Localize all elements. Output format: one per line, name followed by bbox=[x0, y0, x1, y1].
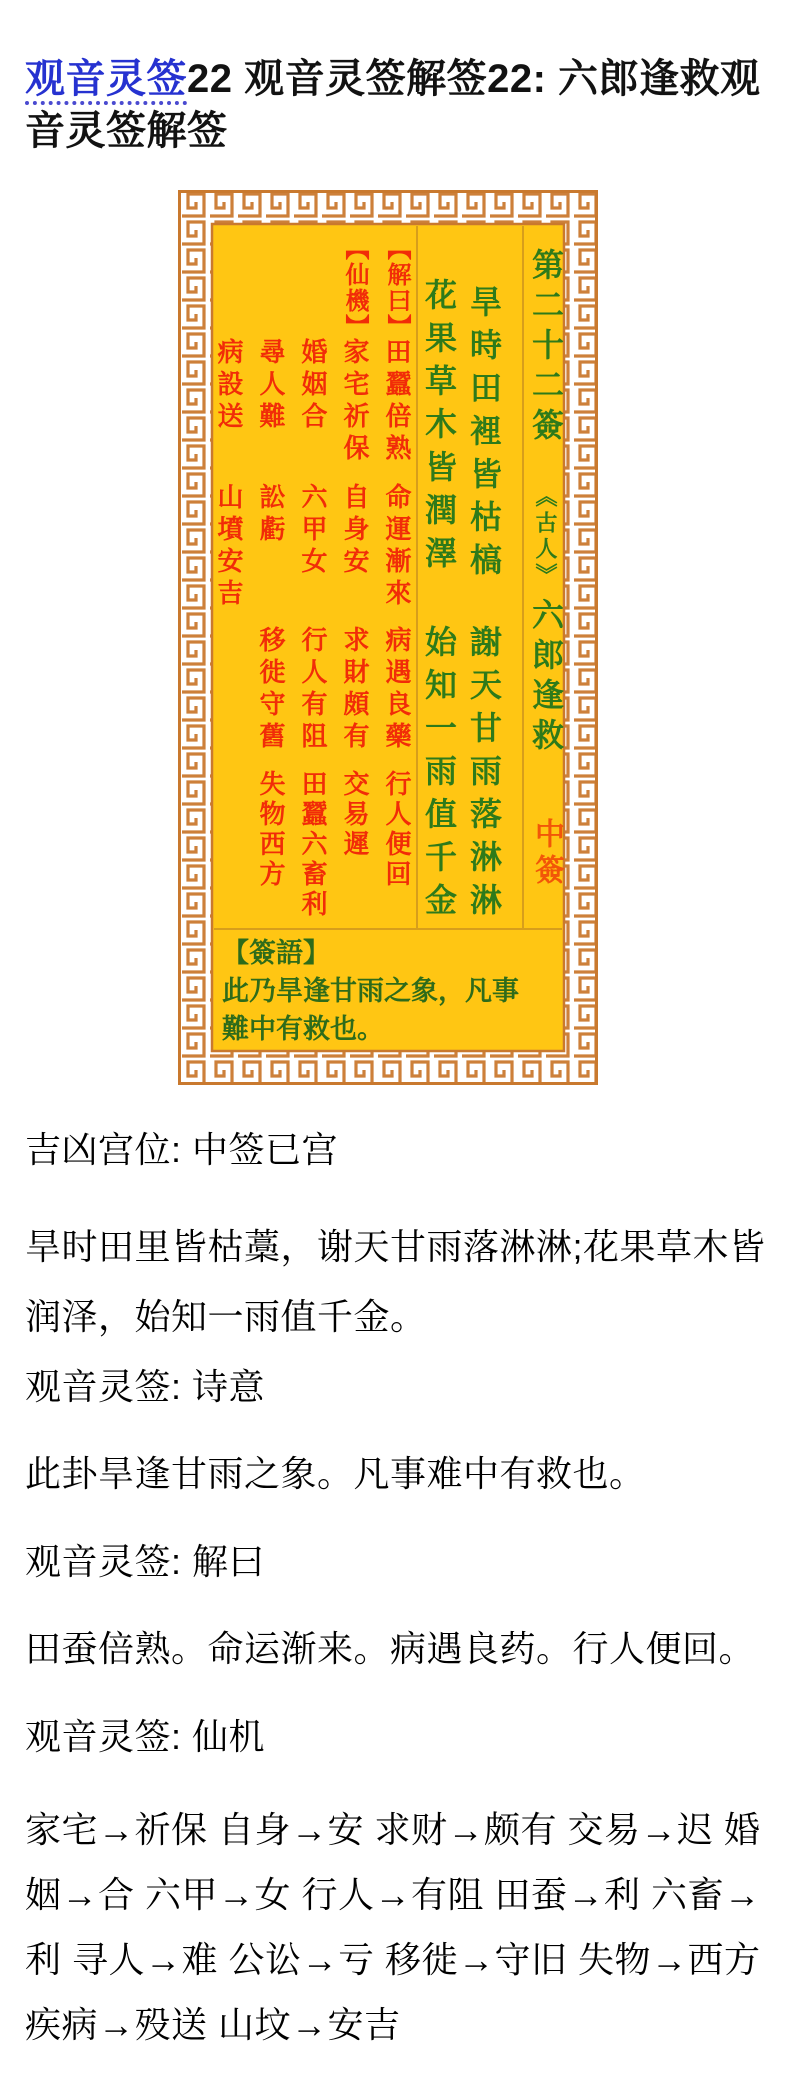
xianji-item: 求財頗有 bbox=[340, 626, 370, 754]
guanyin-lingqian-link[interactable]: 观音灵签 bbox=[25, 57, 187, 105]
xianji-item: 移徙守舊 bbox=[256, 626, 286, 754]
page-title-rest: 22 观音灵签解签22: 六郎逢救观音灵签解签 bbox=[25, 56, 761, 153]
card-divider-vertical-2 bbox=[522, 226, 524, 928]
xianji-item: 六甲女 bbox=[298, 483, 328, 579]
jieyue-text: 田蚕倍熟。命运渐来。病遇良药。行人便回。 bbox=[25, 1628, 756, 1669]
xianji-item: 行人有阻 bbox=[298, 626, 328, 754]
xianji-item: 婚姻合 bbox=[298, 338, 328, 434]
jieyue-item: 行人便回 bbox=[382, 770, 412, 890]
xianji-item: 山墳安吉 bbox=[214, 483, 244, 611]
lot-story-title: 六郎逢救 bbox=[528, 598, 564, 758]
lot-number-vertical: 第二十二簽 bbox=[528, 248, 564, 448]
xianji-item: 訟虧 bbox=[256, 483, 286, 547]
jieyue-item: 病遇良藥 bbox=[382, 626, 412, 754]
poem-line-1: 旱時田裡皆枯槁 bbox=[466, 285, 502, 586]
jieyue-item: 田蠶倍熟 bbox=[382, 338, 412, 466]
xianji-label: 观音灵签: 仙机 bbox=[25, 1716, 266, 1757]
poem-line-2: 謝天甘雨落淋淋 bbox=[466, 625, 502, 926]
lot-card bbox=[178, 190, 598, 1085]
xianji-item: 病設送 bbox=[214, 338, 244, 434]
xianji-header: 【仙機】 bbox=[341, 236, 368, 340]
xianji-item: 尋人難 bbox=[256, 338, 286, 434]
xianji-item: 田蠶六畜利 bbox=[298, 770, 328, 920]
lot-grade-zhongqian: 中簽 bbox=[530, 818, 563, 890]
poem-line-4: 始知一雨值千金 bbox=[421, 625, 457, 926]
lot-subtitle-guren: 《古人》 bbox=[533, 485, 558, 589]
jieyue-label: 观音灵签: 解曰 bbox=[25, 1541, 266, 1582]
xianji-text: 家宅→祈保 自身→安 求财→颇有 交易→迟 婚姻→合 六甲→女 行人→有阻 田蚕→利 六畜→利 寻人→难 公讼→亏 移徙→守旧 失物→西方 疾病→殁送 山坟→安吉 bbox=[25, 1809, 761, 2045]
xianji-item: 家宅祈保 bbox=[340, 338, 370, 466]
xianji-item: 自身安 bbox=[340, 483, 370, 579]
poem-paragraph: 旱时田里皆枯藁，谢天甘雨落淋淋;花果草木皆润泽，始知一雨值千金。 bbox=[25, 1226, 766, 1337]
xianji-item: 失物西方 bbox=[256, 770, 286, 890]
shiyi-text: 此卦旱逢甘雨之象。凡事难中有救也。 bbox=[25, 1453, 646, 1494]
card-divider-vertical-1 bbox=[416, 226, 418, 928]
shiyi-label: 观音灵签: 诗意 bbox=[25, 1366, 266, 1407]
poem-line-3: 花果草木皆潤澤 bbox=[421, 278, 457, 579]
card-divider-horizontal bbox=[214, 928, 562, 930]
jieyue-item: 命運漸來 bbox=[382, 483, 412, 611]
qianyu-header: 【簽語】 bbox=[222, 938, 330, 968]
qianyu-block bbox=[222, 934, 528, 1048]
xianji-item: 交易遲 bbox=[340, 770, 370, 860]
palace-line: 吉凶宫位: 中签已宫 bbox=[25, 1129, 339, 1170]
qianyu-text: 此乃旱逢甘雨之象，凡事難中有救也。 bbox=[222, 976, 519, 1044]
jieyue-header: 【解曰】 bbox=[383, 236, 410, 340]
page-title bbox=[25, 53, 780, 157]
